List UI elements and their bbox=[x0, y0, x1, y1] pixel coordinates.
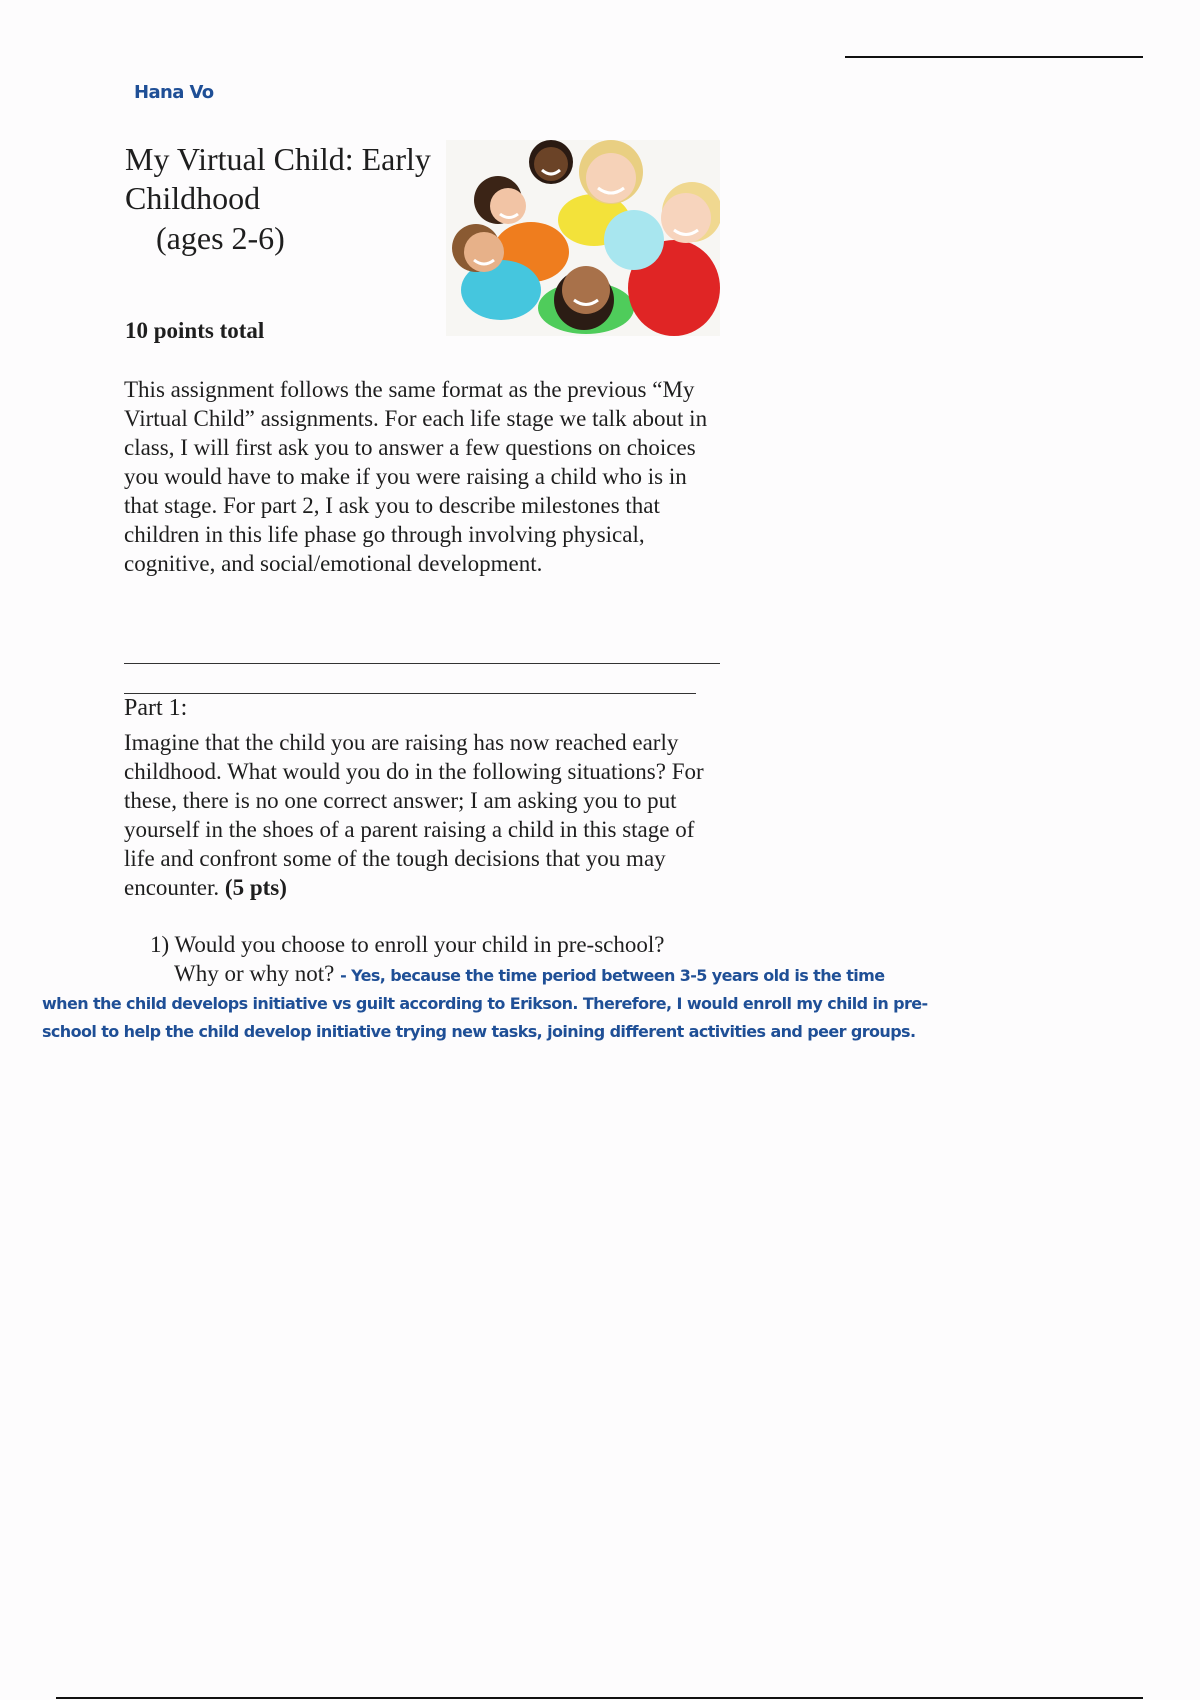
page-subtitle: (ages 2-6) bbox=[156, 220, 285, 256]
part1-points: (5 pts) bbox=[224, 875, 287, 900]
part1-body-text: Imagine that the child you are raising has now reached early childhood. What would you do in the following situations? For these, there is no one correct answer; I am asking you to put yourself in the shoes of a parent raising a child in this stage of life and confront some of the tough decisions that you may encounter. bbox=[124, 730, 704, 900]
part1-heading: Part 1: bbox=[124, 695, 188, 721]
answer1-line1: - Yes, because the time period between 3-5 years old is the time bbox=[340, 966, 885, 985]
children-photo bbox=[446, 140, 720, 336]
student-name: Hana Vo bbox=[134, 82, 214, 103]
header-rule bbox=[845, 56, 1143, 58]
divider-line-2 bbox=[124, 693, 696, 694]
question1-line2 bbox=[174, 959, 884, 990]
question1-text: 1) Would you choose to enroll your child in pre-school? bbox=[150, 932, 665, 957]
footer-rule bbox=[56, 1697, 1143, 1699]
page-title: My Virtual Child: Early Childhood bbox=[125, 141, 431, 216]
points-total: 10 points total bbox=[125, 318, 265, 343]
intro-paragraph: This assignment follows the same format as the previous “My Virtual Child” assignments. For each life stage we talk about in class, I will first ask you to answer a few questions on choices you would have to make if you were raising a child who is in that stage. For part 2, I ask you to describe milestones that children in this life phase go through involving physical, cognitive, and social/emotional development. bbox=[124, 377, 708, 576]
divider-line-1 bbox=[124, 663, 720, 664]
part1-instructions bbox=[124, 728, 724, 902]
answer1-line2: when the child develops initiative vs guilt according to Erikson. Therefore, I would enroll my child in pre- bbox=[42, 994, 928, 1013]
answer1-line3: school to help the child develop initiative trying new tasks, joining different activities and peer groups. bbox=[42, 1022, 916, 1041]
question1-why: Why or why not? bbox=[174, 961, 335, 986]
